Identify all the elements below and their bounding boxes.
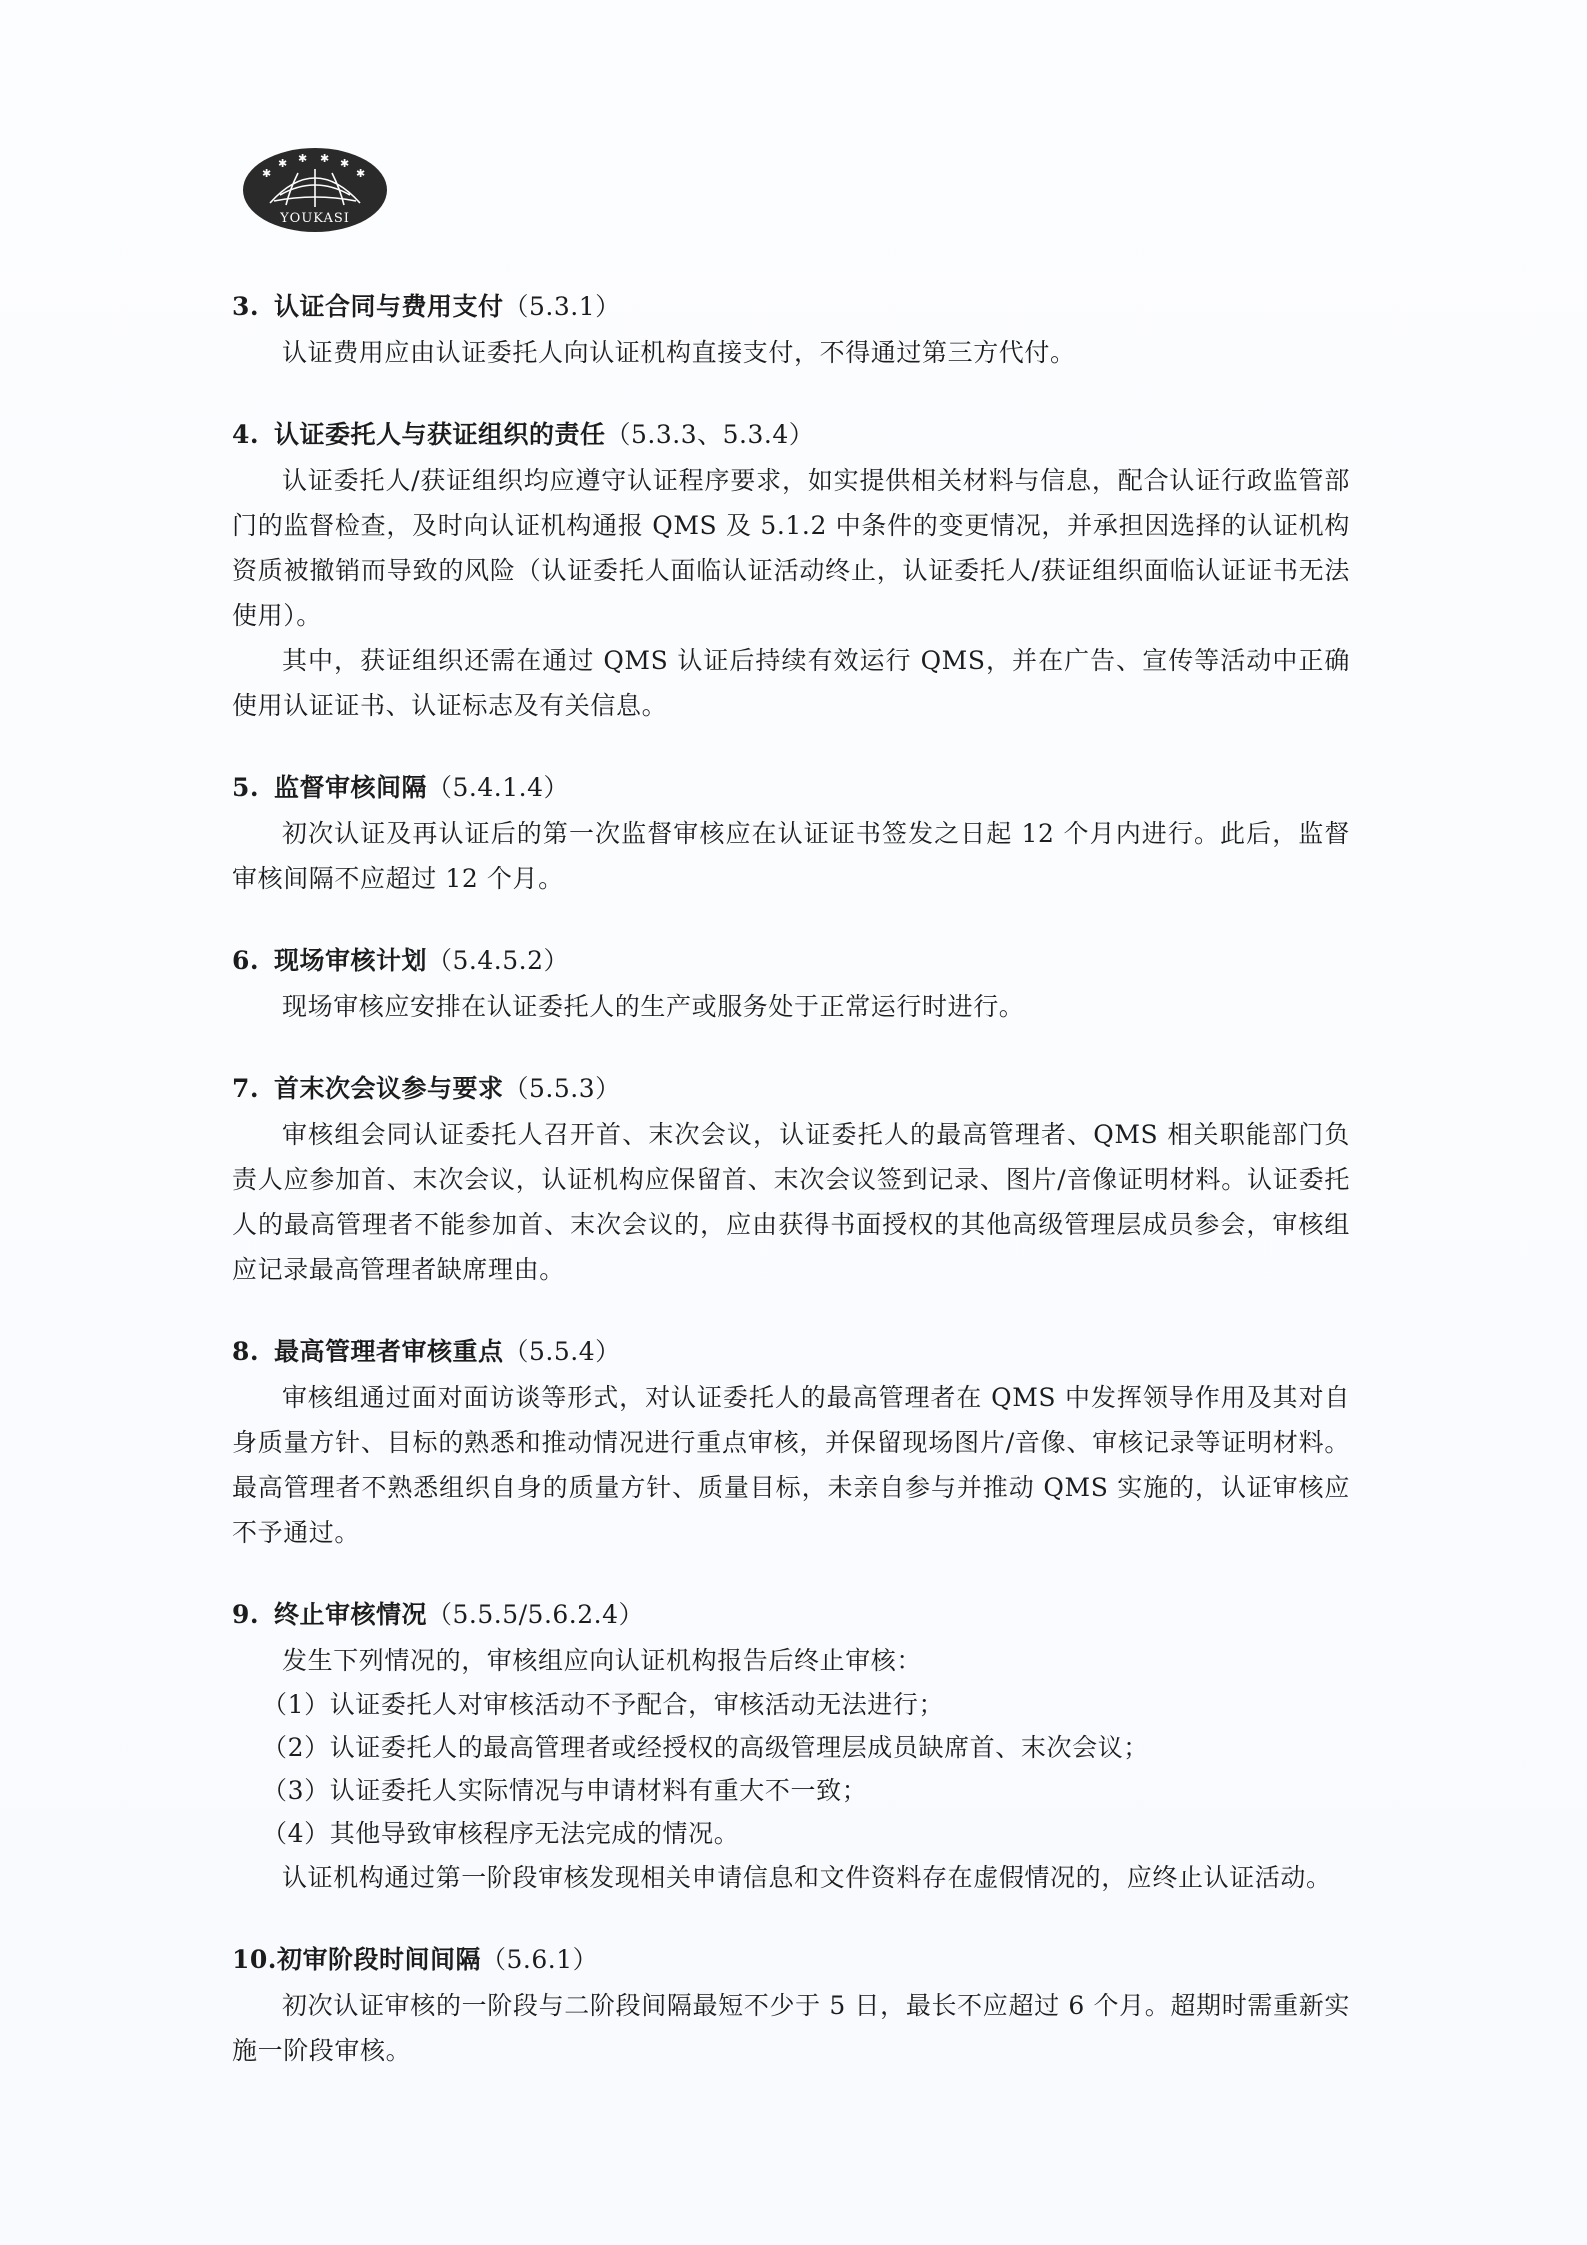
section-title: 最高管理者审核重点 bbox=[274, 1337, 504, 1366]
section-heading bbox=[232, 942, 1350, 980]
section-title: 认证合同与费用支付 bbox=[274, 292, 504, 321]
paragraph: 审核组会同认证委托人召开首、末次会议，认证委托人的最高管理者、QMS 相关职能部门负责人应参加首、末次会议，认证机构应保留首、末次会议签到记录、图片/音像证明材料。认证委托人的最高管理者不能参加首、末次会议的，应由获得书面授权的其他高级管理层成员参会，审核组应记录最高管理者缺席理由。 bbox=[232, 1120, 1350, 1284]
section-number: 4. bbox=[232, 420, 260, 449]
clause-reference: （5.5.4） bbox=[503, 1337, 621, 1366]
svg-text:✱: ✱ bbox=[320, 152, 330, 165]
svg-text:✱: ✱ bbox=[262, 167, 272, 180]
clause-reference: （5.6.1） bbox=[481, 1945, 599, 1974]
section-heading bbox=[232, 1070, 1350, 1108]
clause-reference: （5.3.3、5.3.4） bbox=[605, 420, 815, 449]
section-7 bbox=[232, 1070, 1350, 1292]
clause-reference: （5.5.3） bbox=[503, 1074, 621, 1103]
section-heading bbox=[232, 1596, 1350, 1634]
list-item: （1）认证委托人对审核活动不予配合，审核活动无法进行； bbox=[262, 1690, 945, 1719]
paragraph: 认证费用应由认证委托人向认证机构直接支付，不得通过第三方代付。 bbox=[282, 338, 1076, 367]
section-title: 终止审核情况 bbox=[274, 1600, 428, 1629]
paragraph: 认证机构通过第一阶段审核发现相关申请信息和文件资料存在虚假情况的，应终止认证活动。 bbox=[282, 1863, 1332, 1892]
section-10 bbox=[232, 1941, 1350, 2073]
section-heading bbox=[232, 1333, 1350, 1371]
section-title: 首末次会议参与要求 bbox=[274, 1074, 504, 1103]
section-number: 8. bbox=[232, 1337, 260, 1366]
section-title: 初审阶段时间间隔 bbox=[277, 1945, 482, 1974]
list-item: （2）认证委托人的最高管理者或经授权的高级管理层成员缺席首、末次会议； bbox=[262, 1733, 1149, 1762]
paragraph: 初次认证及再认证后的第一次监督审核应在认证证书签发之日起 12 个月内进行。此后，监督审核间隔不应超过 12 个月。 bbox=[232, 819, 1350, 893]
paragraph: 认证委托人/获证组织均应遵守认证程序要求，如实提供相关材料与信息，配合认证行政监管部门的监督检查，及时向认证机构通报 QMS 及 5.1.2 中条件的变更情况，并承担因选择的认证机构资质被撤销而导致的风险（认证委托人面临认证活动终止，认证委托人/获证组织面临认证证书无法使用）。 bbox=[232, 466, 1350, 630]
section-3 bbox=[232, 288, 1350, 375]
section-heading bbox=[232, 1941, 1350, 1979]
section-number: 3. bbox=[232, 292, 260, 321]
clause-reference: （5.3.1） bbox=[503, 292, 621, 321]
section-8 bbox=[232, 1333, 1350, 1555]
document-body bbox=[232, 288, 1350, 2073]
section-title: 监督审核间隔 bbox=[274, 773, 428, 802]
list-item: （3）认证委托人实际情况与申请材料有重大不一致； bbox=[262, 1776, 868, 1805]
svg-text:✱: ✱ bbox=[356, 167, 366, 180]
section-number: 10. bbox=[232, 1945, 277, 1974]
svg-text:✱: ✱ bbox=[340, 157, 350, 170]
paragraph: 其中，获证组织还需在通过 QMS 认证后持续有效运行 QMS，并在广告、宣传等活动中正确使用认证证书、认证标志及有关信息。 bbox=[232, 646, 1350, 720]
svg-text:YOUKASI: YOUKASI bbox=[280, 211, 350, 226]
paragraph: 审核组通过面对面访谈等形式，对认证委托人的最高管理者在 QMS 中发挥领导作用及其对自身质量方针、目标的熟悉和推动情况进行重点审核，并保留现场图片/音像、审核记录等证明材料。最高管理者不熟悉组织自身的质量方针、质量目标，未亲自参与并推动 QMS 实施的，认证审核应不予通过。 bbox=[232, 1383, 1350, 1547]
youkasi-logo-icon bbox=[240, 145, 390, 235]
paragraph-intro: 发生下列情况的，审核组应向认证机构报告后终止审核： bbox=[282, 1646, 923, 1675]
clause-reference: （5.4.1.4） bbox=[427, 773, 569, 802]
section-title: 现场审核计划 bbox=[274, 946, 428, 975]
section-heading bbox=[232, 769, 1350, 807]
paragraph: 现场审核应安排在认证委托人的生产或服务处于正常运行时进行。 bbox=[282, 992, 1025, 1021]
list-item: （4）其他导致审核程序无法完成的情况。 bbox=[262, 1819, 740, 1848]
section-6 bbox=[232, 942, 1350, 1029]
section-number: 5. bbox=[232, 773, 260, 802]
section-number: 9. bbox=[232, 1600, 260, 1629]
paragraph: 初次认证审核的一阶段与二阶段间隔最短不少于 5 日，最长不应超过 6 个月。超期时需重新实施一阶段审核。 bbox=[232, 1991, 1350, 2065]
section-4 bbox=[232, 416, 1350, 728]
section-9 bbox=[232, 1596, 1350, 1900]
section-number: 6. bbox=[232, 946, 260, 975]
section-title: 认证委托人与获证组织的责任 bbox=[274, 420, 606, 449]
svg-text:✱: ✱ bbox=[278, 157, 288, 170]
clause-reference: （5.4.5.2） bbox=[427, 946, 569, 975]
section-heading bbox=[232, 416, 1350, 454]
section-5 bbox=[232, 769, 1350, 901]
clause-reference: （5.5.5/5.6.2.4） bbox=[427, 1600, 645, 1629]
svg-text:✱: ✱ bbox=[298, 152, 308, 165]
section-heading bbox=[232, 288, 1350, 326]
section-number: 7. bbox=[232, 1074, 260, 1103]
